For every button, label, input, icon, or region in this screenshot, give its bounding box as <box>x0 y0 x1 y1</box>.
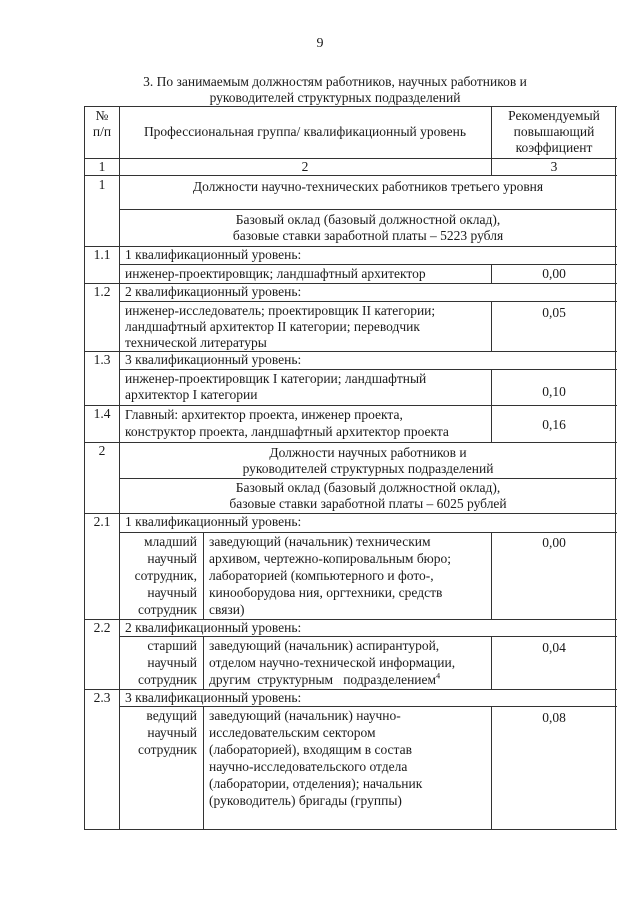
section-title-line-1: 3. По занимаемым должностям работников, научных работников и <box>143 74 527 89</box>
header-number-3: 3 <box>550 159 558 174</box>
group2-salary-line-1: Базовый оклад (базовый должностной оклад), <box>235 480 501 495</box>
level-coefficient: 0,04 <box>542 640 566 655</box>
group2-number: 2 <box>98 443 106 458</box>
level-positions: Главный: архитектор проекта, инженер проекта, <box>125 407 403 422</box>
level-positions <box>209 672 440 688</box>
header-number-1: 1 <box>98 159 106 174</box>
position-name: сотрудник <box>138 672 197 687</box>
header-num-line-2: п/п <box>92 124 112 139</box>
level-coefficient: 0,00 <box>542 535 566 550</box>
level-title: 2 квалификационный уровень: <box>125 284 302 299</box>
level-coefficient: 0,10 <box>542 384 566 399</box>
level-positions: (лабораторией), входящим в состав <box>209 742 412 757</box>
level-title: 1 квалификационный уровень: <box>125 514 302 529</box>
level-number: 1.1 <box>93 247 111 262</box>
position-name: старший <box>147 638 197 653</box>
level-positions: инженер-проектировщик; ландшафтный архитектор <box>125 266 426 281</box>
level-number: 1.4 <box>93 406 111 421</box>
header-num-line-1: № <box>95 108 109 123</box>
group2-title-line-1: Должности научных работников и <box>269 445 467 460</box>
level-positions-text: другим структурным подразделением <box>209 672 437 687</box>
group1-salary-line-2: базовые ставки заработной платы – 5223 рубля <box>232 228 504 243</box>
level-positions: заведующий (начальник) аспирантурой, <box>209 638 440 653</box>
header-coef-line-2: повышающий <box>513 124 595 139</box>
level-positions: технической литературы <box>125 335 267 350</box>
level-coefficient: 0,08 <box>542 710 566 725</box>
level-positions: инженер-проектировщик I категории; ландшафтный <box>125 371 427 386</box>
header-coef-line-3: коэффициент <box>515 140 593 155</box>
footnote-marker: 4 <box>436 671 441 681</box>
level-positions: заведующий (начальник) научно- <box>209 708 401 723</box>
position-name: научный <box>147 551 197 566</box>
level-positions: (лаборатории, отделения); начальник <box>209 776 423 791</box>
level-title: 3 квалификационный уровень: <box>125 352 302 367</box>
position-name: научный <box>147 725 197 740</box>
level-positions: отделом научно-технической информации, <box>209 655 456 670</box>
section-title-line-2: руководителей структурных подразделений <box>209 90 461 105</box>
level-number: 1.3 <box>93 352 111 367</box>
level-positions: научно-исследовательского отдела <box>209 759 408 774</box>
header-number-2: 2 <box>301 159 309 174</box>
header-coef-line-1: Рекомендуемый <box>508 108 600 123</box>
group1-number: 1 <box>98 177 106 192</box>
position-name: научный <box>147 585 197 600</box>
position-name: сотрудник, <box>134 568 197 583</box>
group2-title-line-2: руководителей структурных подразделений <box>242 461 494 476</box>
level-title: 1 квалификационный уровень: <box>125 247 302 262</box>
level-positions: исследовательским сектором <box>209 725 376 740</box>
level-coefficient: 0,16 <box>542 417 566 432</box>
level-number: 2.1 <box>93 514 111 529</box>
position-name: младший <box>144 534 197 549</box>
level-title: 2 квалификационный уровень: <box>125 620 302 635</box>
group2-salary-line-2: базовые ставки заработной платы – 6025 рублей <box>229 496 507 511</box>
position-name: сотрудник <box>138 602 197 617</box>
level-positions: архивом, чертежно-копировальным бюро; <box>209 551 452 566</box>
level-title: 3 квалификационный уровень: <box>125 690 302 705</box>
level-positions: заведующий (начальник) техническим <box>209 534 431 549</box>
level-number: 2.2 <box>93 620 111 635</box>
level-coefficient: 0,00 <box>542 266 566 281</box>
position-name: научный <box>147 655 197 670</box>
level-positions: связи) <box>209 602 245 617</box>
level-number: 1.2 <box>93 284 111 299</box>
section-title <box>90 74 580 106</box>
position-name: сотрудник <box>138 742 197 757</box>
group1-title: Должности научно-технических работников третьего уровня <box>192 179 544 194</box>
level-positions: кинооборудова ния, оргтехники, средств <box>209 585 443 600</box>
coefficients-table <box>84 106 616 830</box>
position-name: ведущий <box>146 708 197 723</box>
header-group: Профессиональная группа/ квалификационный уровень <box>143 124 467 139</box>
level-positions: ландшафтный архитектор II категории; переводчик <box>125 319 420 334</box>
group1-salary-line-1: Базовый оклад (базовый должностной оклад), <box>235 212 501 227</box>
level-positions: конструктор проекта, ландшафтный архитектор проекта <box>125 424 449 439</box>
level-positions: лабораторией (компьютерного и фото-, <box>209 568 434 583</box>
level-number: 2.3 <box>93 690 111 705</box>
level-coefficient: 0,05 <box>542 305 566 320</box>
level-positions: инженер-исследователь; проектировщик II категории; <box>125 303 436 318</box>
level-positions: (руководитель) бригады (группы) <box>209 793 402 808</box>
page-number: 9 <box>316 36 324 51</box>
level-positions: архитектор I категории <box>125 387 258 402</box>
